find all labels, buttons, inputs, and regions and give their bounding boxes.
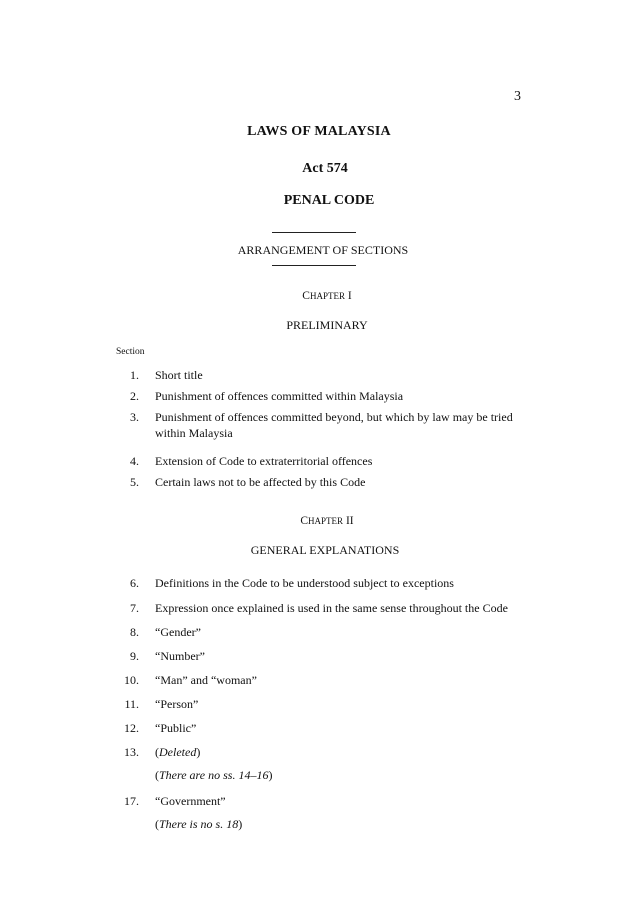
chapter-1-title: PRELIMINARY (286, 318, 368, 332)
entry-number: 2. (130, 389, 139, 403)
act-number: Act 574 (302, 161, 348, 176)
page-number: 3 (514, 89, 521, 104)
entry-text: Extension of Code to extraterritorial offences (155, 454, 373, 468)
entry-text: (Deleted) (155, 745, 201, 759)
entry-text: “Government” (155, 794, 226, 808)
note-text: There are no ss. 14–16 (159, 768, 269, 782)
entry-text: “Gender” (155, 625, 201, 639)
entry-number: 10. (124, 673, 139, 687)
note-text: There is no s. 18 (159, 817, 239, 831)
entry-number: 13. (124, 745, 139, 759)
entry-number: 4. (130, 454, 139, 468)
entry-number: 7. (130, 601, 139, 615)
chapter-1-heading (8, 290, 638, 302)
entry-text-italic: Deleted (159, 745, 197, 759)
entry-text: “Person” (155, 697, 199, 711)
chapter-2-num: II (343, 515, 354, 527)
entry-text: “Number” (155, 649, 205, 663)
entry-text: “Public” (155, 721, 197, 735)
entry-text: Short title (155, 368, 203, 382)
code-title: PENAL CODE (283, 193, 375, 208)
chapter-2-heading (8, 515, 638, 527)
divider-bottom (272, 265, 356, 266)
chapter-1-cap: C (302, 290, 310, 302)
entry-text: Punishment of offences committed within Malaysia (155, 389, 404, 403)
divider-top (272, 232, 356, 233)
chapter-2-small: HAPTER (308, 516, 344, 526)
entry-number: 6. (130, 576, 139, 590)
entry-number: 3. (130, 410, 139, 424)
entry-number: 1. (130, 368, 139, 382)
section-column-label: Section (116, 347, 145, 357)
omitted-sections-note: (There are no ss. 14–16) (155, 768, 273, 782)
chapter-1-num: I (344, 290, 352, 302)
entry-number: 8. (130, 625, 139, 639)
entry-text: Punishment of offences committed beyond, but which by law may be tried within Malaysia (155, 410, 513, 440)
document-title: LAWS OF MALAYSIA (247, 124, 391, 139)
chapter-1-small: HAPTER (309, 291, 345, 301)
entry-text: Definitions in the Code to be understood subject to exceptions (155, 576, 454, 590)
entry-text: Expression once explained is used in the same sense throughout the Code (155, 601, 508, 615)
entry-text: Certain laws not to be affected by this Code (155, 475, 366, 489)
arrangement-heading: ARRANGEMENT OF SECTIONS (237, 243, 409, 257)
entry-number: 11. (124, 697, 139, 711)
chapter-2-cap: C (300, 515, 309, 527)
entry-number: 12. (124, 721, 139, 735)
entry-text: “Man” and “woman” (155, 673, 257, 687)
entry-number: 9. (130, 649, 139, 663)
entry-number: 17. (124, 794, 139, 808)
chapter-2-title: GENERAL EXPLANATIONS (250, 543, 400, 557)
entry-number: 5. (130, 475, 139, 489)
omitted-section-note: (There is no s. 18) (155, 817, 243, 831)
